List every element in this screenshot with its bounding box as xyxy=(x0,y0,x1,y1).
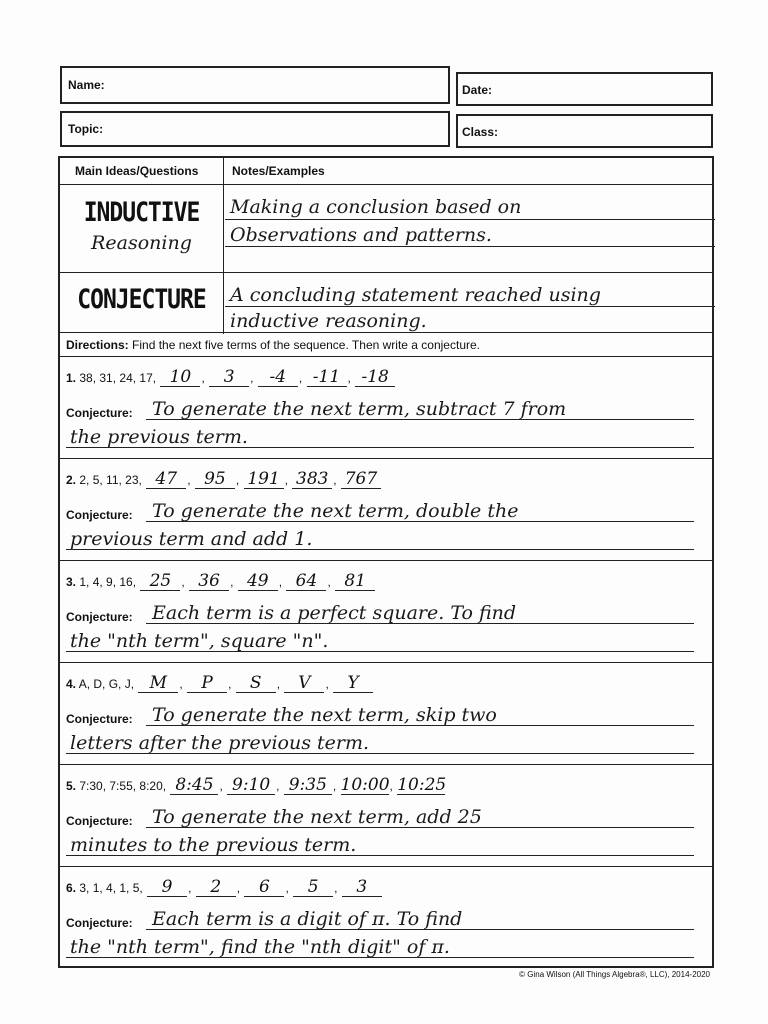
answer-blank[interactable]: 5 xyxy=(293,878,333,897)
answer-blank[interactable]: 191 xyxy=(244,470,284,489)
answer-blank[interactable]: 95 xyxy=(195,470,235,489)
conjecture-label: Conjecture: xyxy=(66,406,133,420)
conjecture-label: Conjecture: xyxy=(66,916,133,930)
conjecture-title: CONJECTURE xyxy=(77,285,206,315)
problem-number: 5. xyxy=(66,779,77,793)
conjecture-label: Conjecture: xyxy=(66,610,133,624)
conjecture-divider xyxy=(60,332,712,333)
name-label: Name: xyxy=(68,78,105,92)
problem-number: 4. xyxy=(66,677,77,691)
problem-number: 6. xyxy=(66,881,77,895)
main-ideas-header: Main Ideas/Questions xyxy=(75,164,199,178)
notes-header: Notes/Examples xyxy=(232,164,325,178)
answer-blank[interactable]: 10:00 xyxy=(340,775,390,795)
answer-blank[interactable]: 36 xyxy=(189,572,229,591)
answer-blank[interactable]: -11 xyxy=(307,368,347,387)
sequence: 2, 5, 11, 23, xyxy=(79,473,142,487)
class-label: Class: xyxy=(462,125,499,139)
answer-blank[interactable]: Y xyxy=(333,674,373,693)
directions xyxy=(66,338,480,352)
answer-blank[interactable]: 3 xyxy=(342,878,382,897)
problem-4: 4. A, D, G, J, M , P , S , V , Y Conjecture: To generate the next term, skip two letters after the previous term. xyxy=(60,662,712,764)
answer-blank[interactable]: P xyxy=(187,674,227,693)
answer-blank[interactable]: 47 xyxy=(146,470,186,489)
date-field[interactable] xyxy=(456,72,713,106)
answer-blank[interactable]: -18 xyxy=(355,368,395,387)
answer-blank[interactable]: 81 xyxy=(335,572,375,591)
conjecture-def-line2: inductive reasoning. xyxy=(230,310,427,332)
answer-blank[interactable]: V xyxy=(284,674,324,693)
sequence: 1, 4, 9, 16, xyxy=(79,575,137,589)
class-field[interactable] xyxy=(456,114,713,148)
inductive-def-line2: Observations and patterns. xyxy=(230,224,492,246)
directions-label: Directions: xyxy=(66,338,129,352)
conjecture-line1: To generate the next term, add 25 xyxy=(152,806,482,828)
inductive-divider xyxy=(60,272,712,273)
answer-blank[interactable]: 2 xyxy=(196,878,236,897)
topic-field[interactable] xyxy=(60,111,450,147)
problem-5: 5. 7:30, 7:55, 8:20, 8:45 , 9:10 , 9:35 , 10:00, 10:25 Conjecture: To generate the next term, add 25 minutes to the previous term. xyxy=(60,764,712,866)
notes-table xyxy=(58,156,714,968)
conjecture-line2: previous term and add 1. xyxy=(70,528,313,550)
answer-blank[interactable]: 49 xyxy=(238,572,278,591)
conjecture-label: Conjecture: xyxy=(66,814,133,828)
conjecture-label: Conjecture: xyxy=(66,508,133,522)
answer-blank[interactable]: 6 xyxy=(244,878,284,897)
answer-blank[interactable]: -4 xyxy=(258,368,298,387)
conjecture-line2: the previous term. xyxy=(70,426,248,448)
answer-blank[interactable]: M xyxy=(138,674,178,693)
topic-label: Topic: xyxy=(68,122,104,136)
answer-blank[interactable]: 64 xyxy=(286,572,326,591)
conjecture-line2: minutes to the previous term. xyxy=(70,834,357,856)
copyright-footer: © Gina Wilson (All Things Algebra®, LLC), 2014-2020 xyxy=(519,970,710,979)
answer-blank[interactable]: 8:45 xyxy=(170,776,218,795)
answer-blank[interactable]: 10 xyxy=(160,368,200,387)
problem-number: 2. xyxy=(66,473,77,487)
sequence: 7:30, 7:55, 8:20, xyxy=(79,779,167,793)
sequence: A, D, G, J, xyxy=(78,677,135,691)
answer-blank[interactable]: 3 xyxy=(209,368,249,387)
inductive-subtitle: Reasoning xyxy=(91,232,192,254)
answer-blank[interactable]: S xyxy=(236,674,276,693)
problem-number: 1. xyxy=(66,371,77,385)
answer-blank[interactable]: 10:25 xyxy=(397,775,447,795)
conjecture-def-line1: A concluding statement reached using xyxy=(230,284,601,306)
answer-blank[interactable]: 767 xyxy=(341,470,381,489)
conjecture-line2: the "nth term", find the "nth digit" of π. xyxy=(70,936,450,958)
problem-number: 3. xyxy=(66,575,77,589)
conjecture-line2: letters after the previous term. xyxy=(70,732,370,754)
conjecture-line1: Each term is a digit of π. To find xyxy=(152,908,463,930)
problem-6: 6. 3, 1, 4, 1, 5, 9 , 2 , 6 , 5 , 3 Conjecture: Each term is a digit of π. To find the "nth term", find the "nth digit" of π. xyxy=(60,866,712,966)
problem-2: 2. 2, 5, 11, 23, 47 , 95 , 191 , 383 , 767 Conjecture: To generate the next term, double the previous term and add 1. xyxy=(60,458,712,560)
conjecture-label: Conjecture: xyxy=(66,712,133,726)
sequence: 38, 31, 24, 17, xyxy=(79,371,157,385)
name-field[interactable] xyxy=(60,66,450,104)
conjecture-line1: To generate the next term, skip two xyxy=(152,704,497,726)
conjecture-line1: To generate the next term, double the xyxy=(152,500,519,522)
inductive-def-line1: Making a conclusion based on xyxy=(230,196,522,218)
sequence: 3, 1, 4, 1, 5, xyxy=(79,881,143,895)
problem-3: 3. 1, 4, 9, 16, 25 , 36 , 49 , 64 , 81 Conjecture: Each term is a perfect square. To find the "nth term", square "n". xyxy=(60,560,712,662)
header-divider xyxy=(60,184,712,185)
answer-blank[interactable]: 9 xyxy=(147,878,187,897)
conjecture-line1: To generate the next term, subtract 7 from xyxy=(152,398,567,420)
directions-text: Find the next five terms of the sequence. Then write a conjecture. xyxy=(132,338,480,352)
answer-blank[interactable]: 9:35 xyxy=(284,776,332,795)
problem-1: 1. 38, 31, 24, 17, 10 , 3 , -4 , -11 , -18 Conjecture: To generate the next term, subtract 7 from the previous term. xyxy=(60,356,712,458)
answer-blank[interactable]: 25 xyxy=(140,572,180,591)
date-label: Date: xyxy=(462,83,493,97)
conjecture-line2: the "nth term", square "n". xyxy=(70,630,329,652)
answer-blank[interactable]: 383 xyxy=(292,470,332,489)
conjecture-line1: Each term is a perfect square. To find xyxy=(152,602,517,624)
answer-blank[interactable]: 9:10 xyxy=(227,776,275,795)
inductive-title: INDUCTIVE xyxy=(83,198,200,228)
